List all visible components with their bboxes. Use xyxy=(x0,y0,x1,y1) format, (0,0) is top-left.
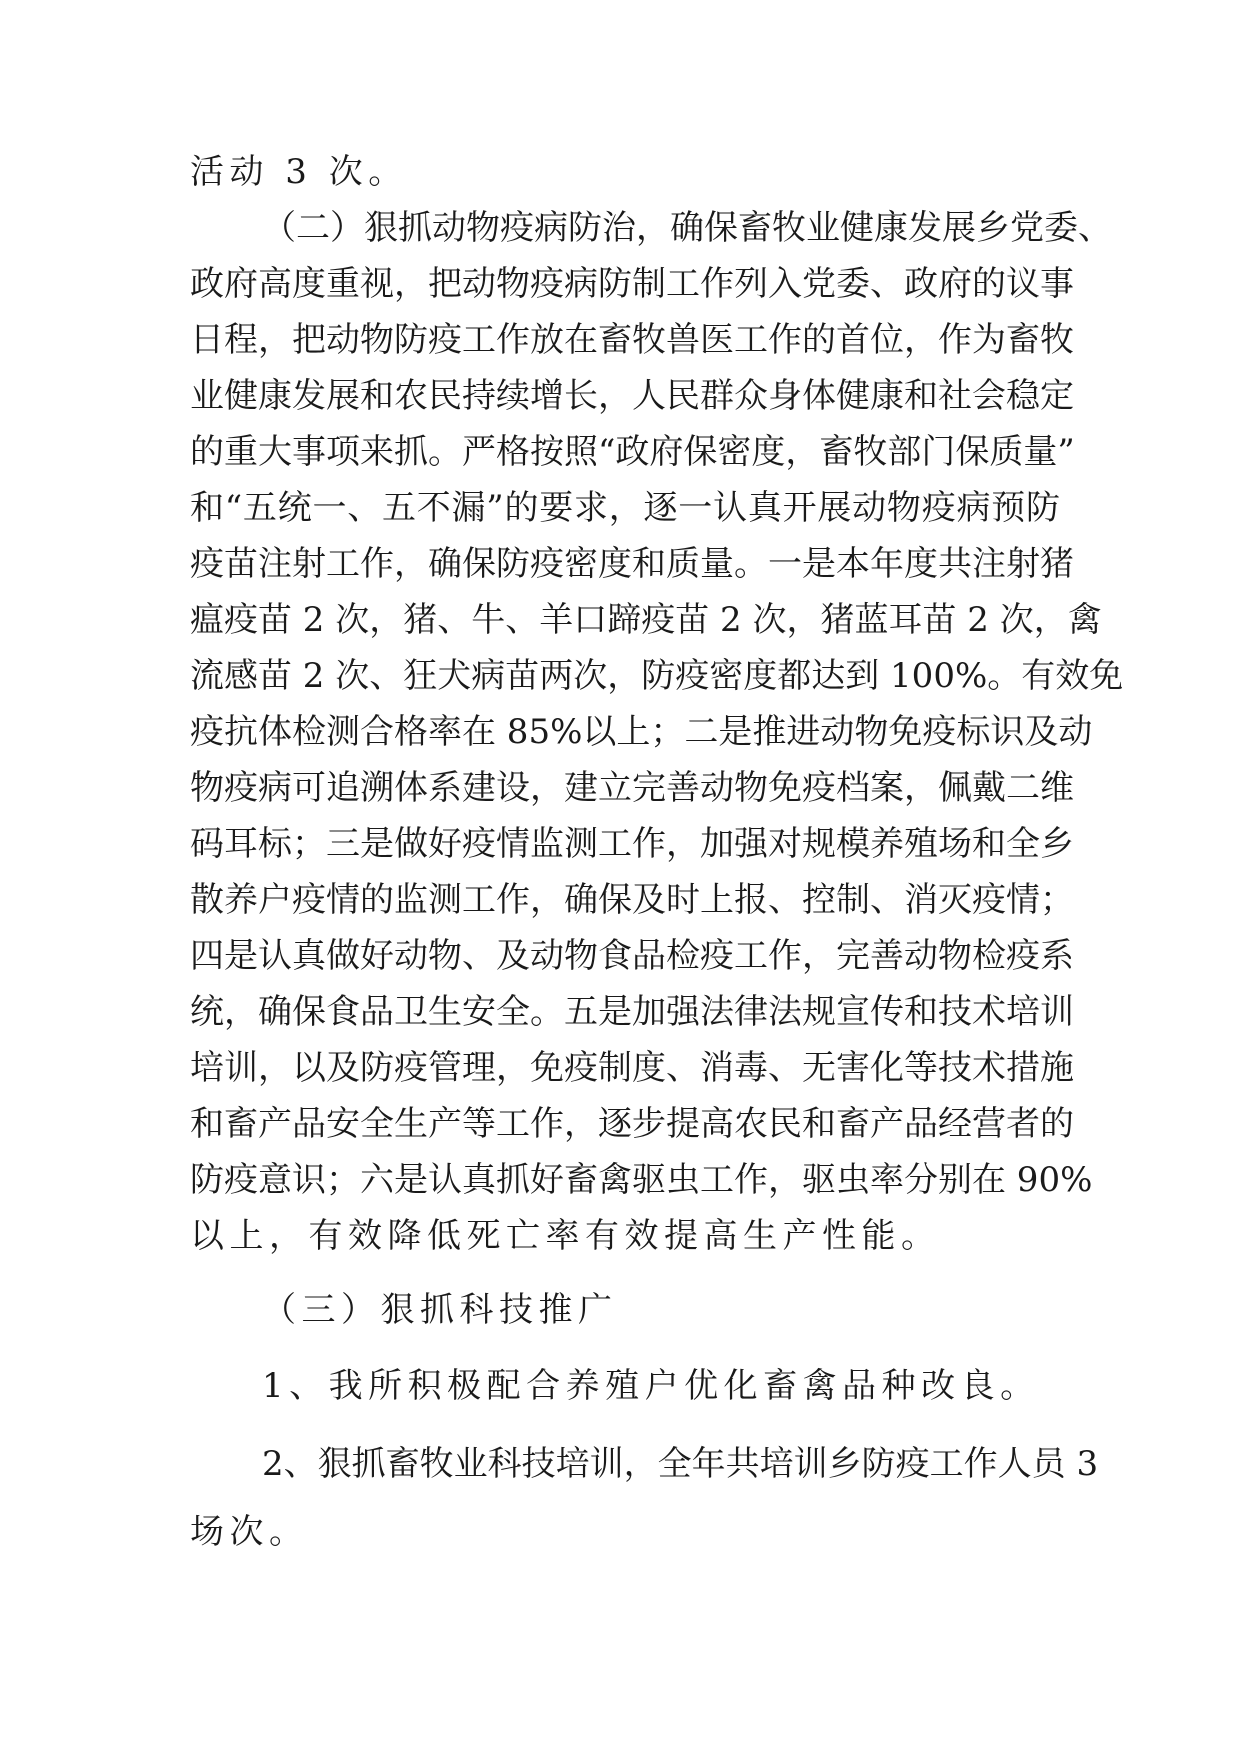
text-line: 日程，把动物防疫工作放在畜牧兽医工作的首位，作为畜牧 xyxy=(190,320,1074,360)
text-line: 流感苗 2 次、狂犬病苗两次，防疫密度都达到 100%。有效免 xyxy=(190,656,1124,696)
text-line: 瘟疫苗 2 次，猪、牛、羊口蹄疫苗 2 次，猪蓝耳苗 2 次，禽 xyxy=(190,600,1102,640)
list-item: 1、我所积极配合养殖户优化畜禽品种改良。 xyxy=(262,1366,1040,1406)
section-heading-2: （二）狠抓动物疫病防治，确保畜牧业健康发展乡党委、 xyxy=(262,208,1112,248)
section-heading-3: （三）狠抓科技推广 xyxy=(262,1290,618,1330)
text-line: 码耳标；三是做好疫情监测工作，加强对规模养殖场和全乡 xyxy=(190,824,1074,864)
text-line: 疫苗注射工作，确保防疫密度和质量。一是本年度共注射猪 xyxy=(190,544,1074,584)
text-line: 活动 3 次。 xyxy=(190,152,408,192)
text-line: 疫抗体检测合格率在 85%以上；二是推进动物免疫标识及动 xyxy=(190,712,1093,752)
list-item: 2、狠抓畜牧业科技培训，全年共培训乡防疫工作人员 3 xyxy=(262,1444,1099,1484)
text-line: 四是认真做好动物、及动物食品检疫工作，完善动物检疫系 xyxy=(190,936,1074,976)
text-line: 的重大事项来抓。严格按照“政府保密度，畜牧部门保质量” xyxy=(190,432,1075,472)
text-line: 以上，有效降低死亡率有效提高生产性能。 xyxy=(190,1216,941,1256)
text-line: 场次。 xyxy=(190,1512,309,1552)
text-line: 培训，以及防疫管理，免疫制度、消毒、无害化等技术措施 xyxy=(190,1048,1074,1088)
text-line: 散养户疫情的监测工作，确保及时上报、控制、消灭疫情； xyxy=(190,880,1074,920)
text-line: 统，确保食品卫生安全。五是加强法律法规宣传和技术培训 xyxy=(190,992,1074,1032)
text-line: 业健康发展和农民持续增长，人民群众身体健康和社会稳定 xyxy=(190,376,1074,416)
text-line: 政府高度重视，把动物疫病防制工作列入党委、政府的议事 xyxy=(190,264,1074,304)
text-line: 防疫意识；六是认真抓好畜禽驱虫工作，驱虫率分别在 90% xyxy=(190,1160,1093,1200)
text-line: 和“五统一、五不漏”的要求，逐一认真开展动物疫病预防 xyxy=(190,488,1060,528)
text-line: 物疫病可追溯体系建设，建立完善动物免疫档案，佩戴二维 xyxy=(190,768,1074,808)
text-line: 和畜产品安全生产等工作，逐步提高农民和畜产品经营者的 xyxy=(190,1104,1074,1144)
